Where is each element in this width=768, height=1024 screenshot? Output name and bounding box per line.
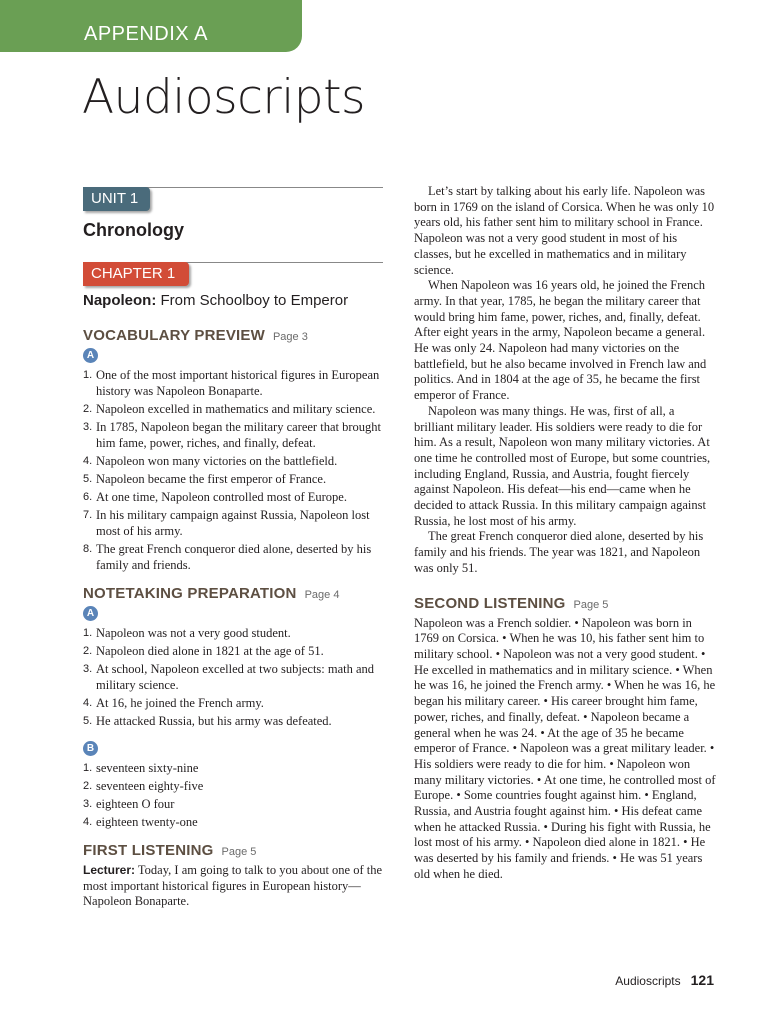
lecture-body (414, 184, 716, 577)
list-item (83, 419, 383, 451)
second-listening-heading (414, 595, 716, 612)
item-text: Napoleon won many victories on the battlefield. (96, 454, 338, 468)
list-item (83, 760, 383, 776)
item-text: He attacked Russia, but his army was defeated. (96, 714, 332, 728)
list-item (83, 453, 383, 469)
item-number: 2. (83, 645, 93, 657)
section-a-badge: A (83, 606, 98, 621)
item-text: eighteen O four (96, 797, 175, 811)
lecture-paragraph: The great French conqueror died alone, deserted by his family and his friends. The year was 1821, and Napoleon was only 51. (414, 529, 704, 575)
notetaking-page: Page 4 (304, 589, 340, 601)
item-text: Napoleon was not a very good student. (96, 626, 291, 640)
unit-tag: UNIT 1 (83, 187, 150, 211)
item-number: 1. (83, 762, 93, 774)
lecture-paragraph: Napoleon was many things. He was, first of all, a brilliant military leader. His soldiers were ready to die for him. As a result, Napoleon won many military victories. At one time he controlled most of Europe, but some countries, including England, Russia, and Austria, fought fiercely against Napoleon. His defeat—his end—came when he decided to attack Russia. In this military campaign against Russia, he lost most of his army. (414, 403, 711, 528)
list-item (83, 471, 383, 487)
second-listening-text: Napoleon was a French soldier. • Napoleon was born in 1769 on Corsica. • When he was 10, his father sent him to military school. • Napoleon was not a very good student. • He excelled in mathematics and in military science. • When he was 16, he joined the French army. • When he was 16, he began his military career. • His career brought him fame, power, riches, and finally, defeat. • Napoleon became a general when he was 24. • At the age of 35 he became emperor of France. • Napoleon was a great military leader. • His soldiers were ready to die for him. • Napoleon won many military victories. • At one time, he controlled most of Europe. • Some countries fought against him. • England, Russia, and Austria fought against him. • His defeat came when he attacked Russia. • During his fight with Russia, he lost most of his army. • Napoleon died alone in 1821. • He was deserted by his family and friends. • He was 51 years old when he died. (414, 615, 716, 881)
item-number: 5. (83, 715, 93, 727)
list-item (83, 507, 383, 539)
item-text: One of the most important historical figures in European history was Napoleon Bonaparte. (96, 368, 380, 398)
chapter-title-rest: From Schoolboy to Emperor (160, 292, 349, 309)
item-number: 4. (83, 697, 93, 709)
chapter-title (83, 292, 383, 309)
item-text: Napoleon became the first emperor of France. (96, 472, 327, 486)
second-listening-page: Page 5 (573, 598, 609, 611)
first-listening-title: FIRST LISTENING (83, 842, 214, 859)
chapter-header (83, 260, 383, 290)
section-b-badge: B (83, 741, 98, 756)
list-item (83, 367, 383, 399)
speaker-label: Lecturer: (83, 863, 136, 877)
item-number: 6. (83, 491, 93, 503)
item-number: 8. (83, 543, 93, 555)
footer-label: Audioscripts (615, 974, 681, 988)
item-number: 1. (83, 369, 93, 381)
vocabulary-preview-title: VOCABULARY PREVIEW (83, 327, 265, 344)
page-footer (615, 972, 714, 988)
item-text: eighteen twenty-one (96, 815, 198, 829)
page-number: 121 (690, 972, 714, 988)
list-item (83, 661, 383, 693)
item-number: 3. (83, 663, 93, 675)
right-column (414, 184, 716, 883)
item-text: At one time, Napoleon controlled most of Europe. (96, 490, 347, 504)
list-item (83, 489, 383, 505)
unit-header (83, 185, 383, 215)
item-number: 4. (83, 816, 93, 828)
first-listening-heading (83, 842, 383, 859)
page-title: Audioscripts (82, 70, 366, 125)
notetaking-title: NOTETAKING PREPARATION (83, 585, 297, 602)
notetaking-heading (83, 585, 383, 602)
appendix-banner (0, 0, 302, 52)
appendix-label: APPENDIX A (84, 23, 208, 45)
second-listening-title: SECOND LISTENING (414, 594, 566, 612)
chapter-tag: CHAPTER 1 (83, 262, 189, 286)
list-item (83, 778, 383, 794)
list-item (83, 695, 383, 711)
list-item (83, 796, 383, 812)
unit-name: Chronology (83, 220, 184, 240)
list-item (83, 541, 383, 573)
item-number: 7. (83, 509, 93, 521)
item-number: 5. (83, 473, 93, 485)
left-column (83, 185, 383, 910)
item-text: The great French conqueror died alone, deserted by his family and friends. (96, 542, 372, 572)
item-number: 2. (83, 403, 93, 415)
item-text: seventeen eighty-five (96, 779, 204, 793)
list-item (83, 401, 383, 417)
list-item (83, 713, 383, 729)
notetaking-list-a (83, 625, 383, 729)
section-a-badge: A (83, 348, 98, 363)
item-text: At 16, he joined the French army. (96, 696, 264, 710)
item-text: At school, Napoleon excelled at two subjects: math and military science. (96, 662, 375, 692)
item-number: 4. (83, 455, 93, 467)
item-text: In 1785, Napoleon began the military career that brought him fame, power, riches, and finally, defeat. (96, 420, 381, 450)
item-number: 3. (83, 421, 93, 433)
lecture-paragraph: Let’s start by talking about his early life. Napoleon was born in 1769 on the island of Corsica. When he was only 10 years old, his father sent him to military school in France. Napoleon was not a very good student in most of his classes, but he excelled in mathematics and in military science. (414, 184, 715, 277)
list-item (83, 814, 383, 830)
item-text: seventeen sixty-nine (96, 761, 199, 775)
lecture-intro-text: Today, I am going to talk to you about one of the most important historical figures in European history—Napoleon Bonaparte. (83, 863, 383, 909)
item-number: 2. (83, 780, 93, 792)
lecture-intro (83, 863, 383, 910)
item-number: 3. (83, 798, 93, 810)
vocabulary-list (83, 367, 383, 573)
chapter-title-bold: Napoleon: (83, 292, 157, 309)
vocabulary-preview-page: Page 3 (272, 331, 308, 343)
item-number: 1. (83, 627, 93, 639)
item-text: Napoleon died alone in 1821 at the age of 51. (96, 644, 324, 658)
vocabulary-preview-heading (83, 327, 383, 344)
item-text: In his military campaign against Russia, Napoleon lost most of his army. (96, 508, 370, 538)
lecture-paragraph: When Napoleon was 16 years old, he joined the French army. In that year, 1785, he began the military career that would bring him fame, power, riches, and, finally, defeat. After eight years in the army, Napoleon became a general. He was only 24. Napoleon had many victories on the battlefield, but he also became involved in French law and politics. And in 1804 at the age of 35, he became the first emperor of France. (414, 278, 707, 403)
first-listening-page: Page 5 (221, 846, 257, 858)
list-item (83, 625, 383, 641)
item-text: Napoleon excelled in mathematics and military science. (96, 402, 376, 416)
notetaking-list-b (83, 760, 383, 830)
list-item (83, 643, 383, 659)
